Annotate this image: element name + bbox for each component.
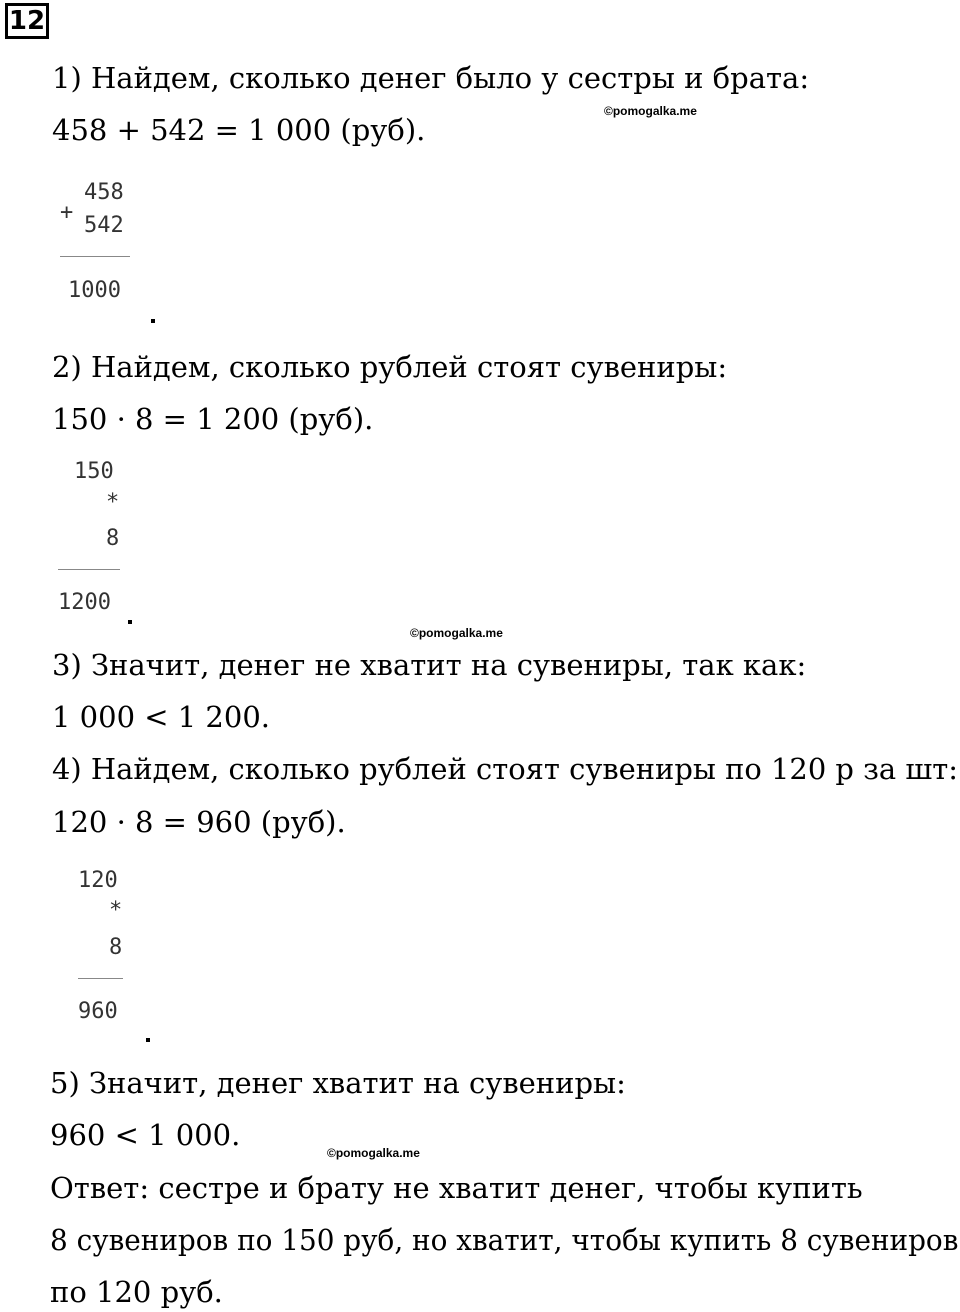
- answer-line-3: по 120 руб.: [50, 1275, 223, 1309]
- step-5-inequality: 960 < 1 000.: [50, 1118, 241, 1152]
- calc-mul2-result: 960: [78, 999, 118, 1024]
- calc-mul1-bar: [58, 569, 120, 570]
- step-4-text: 4) Найдем, сколько рублей стоят сувениры по 120 р за шт:: [52, 752, 959, 786]
- period-dot: [128, 620, 132, 624]
- calc-mul2-bar: [78, 978, 123, 979]
- calc-mul1-result: 1200: [58, 590, 111, 615]
- watermark: ©pomogalka.me: [604, 104, 697, 118]
- calc-mul2-sign: *: [109, 898, 123, 923]
- calc-mul2-operand-b: 8: [109, 935, 123, 960]
- calc-add-operand-b: 542: [84, 213, 124, 238]
- period-dot: [151, 319, 155, 323]
- step-2-equation: 150 · 8 = 1 200 (руб).: [52, 402, 374, 436]
- step-1-text: 1) Найдем, сколько денег было у сестры и брата:: [52, 61, 810, 95]
- period-dot: [146, 1038, 150, 1042]
- watermark: ©pomogalka.me: [410, 626, 503, 640]
- calc-mul1-operand-b: 8: [106, 526, 120, 551]
- step-5-text: 5) Значит, денег хватит на сувениры:: [50, 1066, 626, 1100]
- calc-add-sign: +: [60, 200, 74, 225]
- answer-line-2: 8 сувениров по 150 руб, но хватит, чтобы купить 8 сувениров: [50, 1223, 959, 1257]
- step-1-equation: 458 + 542 = 1 000 (руб).: [52, 113, 426, 147]
- calc-add-bar: [60, 256, 130, 257]
- calc-add-operand-a: 458: [84, 180, 124, 205]
- calc-add-result: 1000: [68, 278, 121, 303]
- step-2-text: 2) Найдем, сколько рублей стоят сувениры:: [52, 350, 728, 384]
- problem-number: 12: [5, 3, 49, 39]
- calc-mul2-operand-a: 120: [78, 868, 118, 893]
- calc-mul1-operand-a: 150: [74, 459, 114, 484]
- step-3-inequality: 1 000 < 1 200.: [52, 700, 270, 734]
- watermark: ©pomogalka.me: [327, 1146, 420, 1160]
- step-4-equation: 120 · 8 = 960 (руб).: [52, 805, 346, 839]
- answer-line-1: Ответ: сестре и брату не хватит денег, чтобы купить: [50, 1171, 863, 1205]
- step-3-text: 3) Значит, денег не хватит на сувениры, так как:: [52, 648, 807, 682]
- calc-mul1-sign: *: [106, 490, 120, 515]
